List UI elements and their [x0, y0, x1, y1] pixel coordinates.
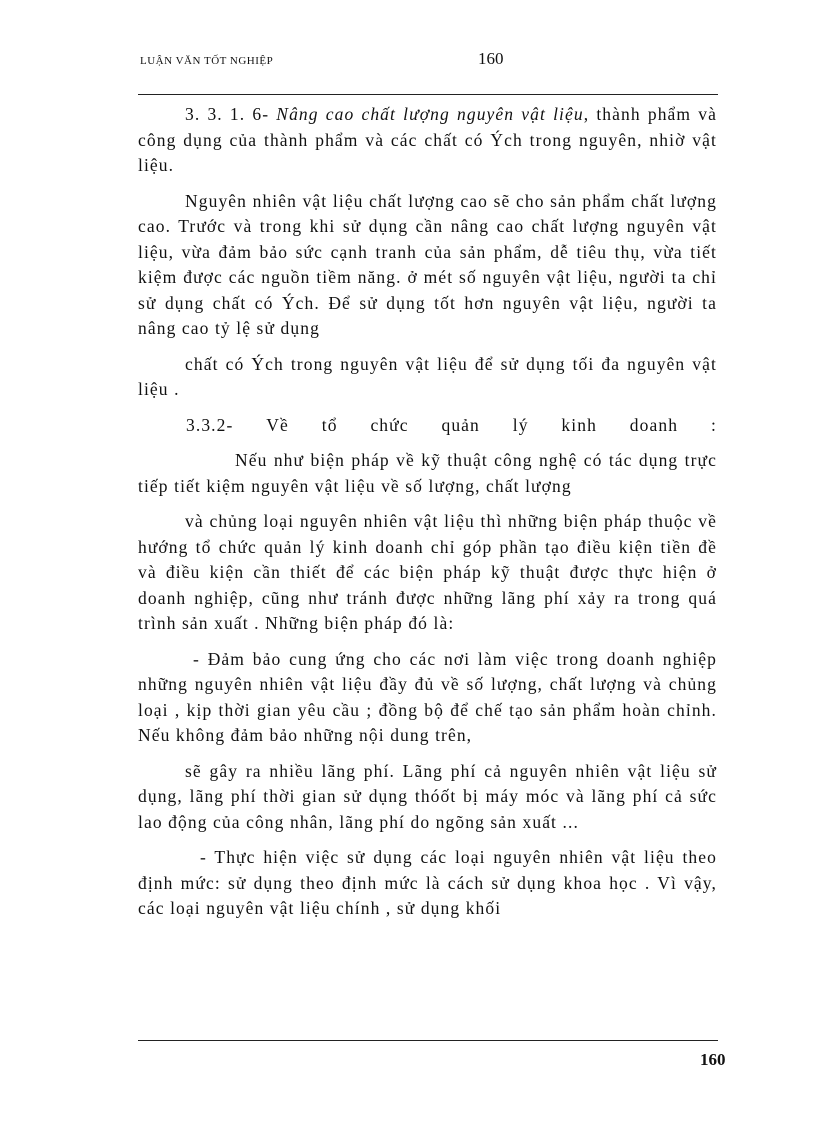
heading-word: chức — [370, 414, 409, 435]
section-title-rest: , thành phẩm và công dụng của thành phẩm và các chất có Ých trong nguyên, nhiờ vật liệu. — [138, 104, 717, 175]
paragraph: Nếu như biện pháp về kỹ thuật công nghệ có tác dụng trực tiếp tiết kiệm nguyên vật liệu về số lượng, chất lượng — [138, 450, 717, 496]
heading-word: 3.3.2- — [186, 414, 234, 435]
heading-word: lý — [512, 414, 529, 435]
heading-word: quản — [441, 414, 480, 435]
footer-page-number: 160 — [700, 1050, 726, 1069]
heading-word: Về — [266, 414, 289, 435]
heading-word: tổ — [321, 414, 338, 435]
footer-divider — [138, 1040, 718, 1041]
section-number: 3. 3. 1. 6- — [185, 104, 270, 124]
list-item: - Đảm bảo cung ứng cho các nơi làm việc trong doanh nghiệp những nguyên nhiên vật liệu đầy đủ về số lượng, chất lượng và chủng loại , kịp thời gian yêu cầu ; đồng bộ để chế tạo sản phẩm hoàn chỉnh. Nếu không đảm bảo những nội dung trên, — [138, 648, 717, 745]
paragraph: sẽ gây ra nhiều lãng phí. Lãng phí cả nguyên nhiên vật liệu sử dụng, lãng phí thời gian sử dụng thóốt bị máy móc và lãng phí cả sức lao động của công nhân, lãng phí do ngõng sản xuất ... — [138, 760, 717, 832]
header-divider — [138, 94, 718, 95]
header-page-number: 160 — [478, 49, 504, 68]
section-title-italic: Nâng cao chất lượng nguyên vật liệu — [276, 104, 584, 124]
list-item: - Thực hiện việc sử dụng các loại nguyên nhiên vật liệu theo định mức: sử dụng theo định mức là cách sử dụng khoa học . Vì vậy, các loại nguyên vật liệu chính , sử dụng khối — [138, 847, 717, 918]
heading-word: : — [710, 414, 717, 435]
document-title: LUẬN VĂN TỐT NGHIỆP — [140, 55, 274, 67]
paragraph: và chủng loại nguyên nhiên vật liệu thì những biện pháp thuộc về hướng tổ chức quản lý kinh doanh chỉ góp phần tạo điều kiện tiền đề và điều kiện cần thiết để các biện pháp kỹ thuật được thực hiện ở doanh nghiệp, cũng như tránh được những lãng phí xảy ra trong quá trình sản xuất . Những biện pháp đó là: — [138, 511, 717, 633]
heading-word: kinh — [561, 414, 597, 435]
heading-word: doanh — [629, 414, 679, 435]
document-body — [138, 102, 717, 922]
section-heading — [138, 102, 717, 179]
paragraph: chất có Ých trong nguyên vật liệu để sử dụng tối đa nguyên vật liệu . — [138, 353, 717, 399]
paragraph: Nguyên nhiên vật liệu chất lượng cao sẽ cho sản phẩm chất lượng cao. Trước và trong khi sử dụng cần nâng cao chất lượng nguyên vật liệu, vừa đảm bảo sức cạnh tranh của sản phẩm, dễ tiêu thụ, vừa tiết kiệm được các nguồn tiềm năng. ở mét số nguyên vật liệu, người ta chỉ sử dụng chất có Ých. Để sử dụng tốt hơn nguyên vật liệu, người ta nâng cao tỷ lệ sử dụng — [138, 190, 717, 338]
subsection-heading — [138, 413, 717, 439]
